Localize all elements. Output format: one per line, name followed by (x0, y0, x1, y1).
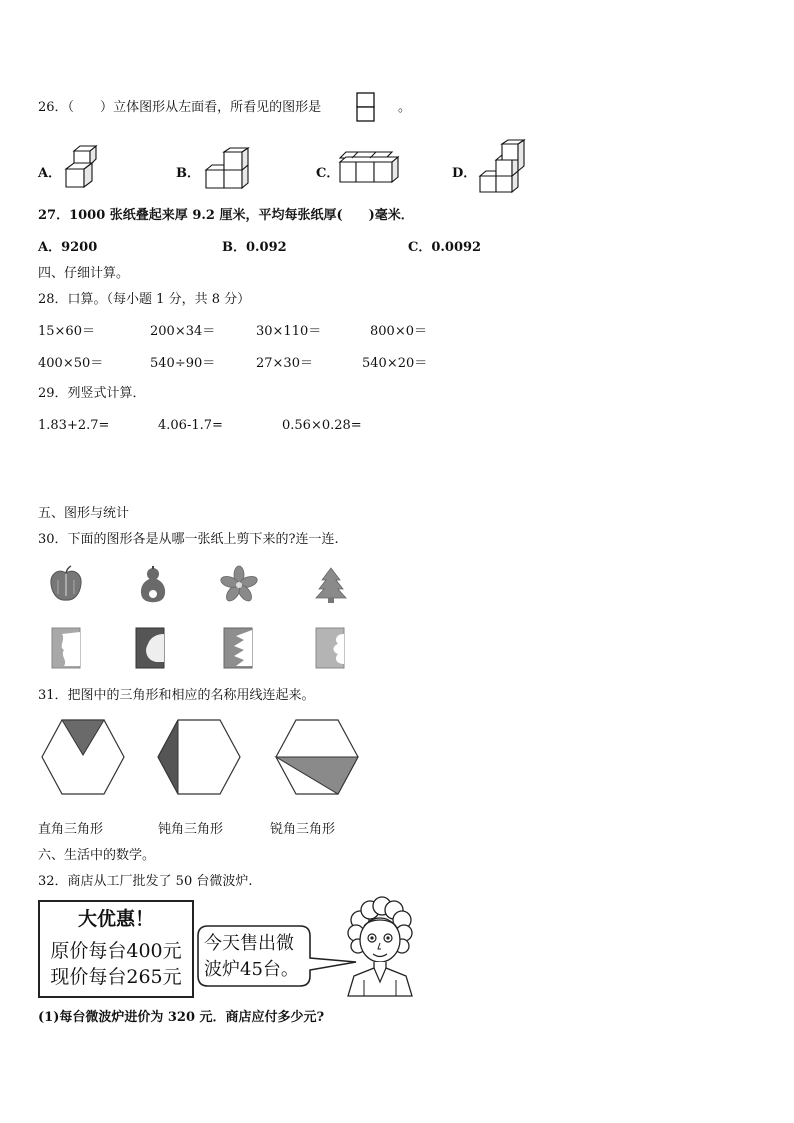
cube-stack-b-icon (204, 148, 252, 192)
q26-text: 立体图形从左面看，所看见的图形是 (113, 100, 322, 115)
sale-original-price: 原价每台400元 (50, 940, 182, 962)
tree-icon[interactable] (314, 566, 348, 604)
paper-cut-2-icon[interactable] (134, 626, 168, 670)
q27-option-c[interactable]: C．0.0092 (408, 240, 482, 255)
hexagon-3-icon[interactable] (272, 718, 362, 798)
q28-item: 540÷90＝ (150, 356, 216, 371)
q28-item: 27×30＝ (256, 356, 313, 371)
teacher-illustration-icon (340, 896, 416, 998)
sale-headline: 大优惠！ (77, 908, 154, 930)
q31-title: 31．把图中的三角形和相应的名称用线连起来。 (38, 688, 315, 703)
cube-stack-a-icon (64, 142, 100, 192)
gourd-icon[interactable] (136, 564, 170, 606)
cube-stack-c-icon (338, 152, 400, 188)
q32-subquestion-1: (1)每台微波炉进价为 320 元．商店应付多少元? (38, 1010, 325, 1025)
q31-label-right-triangle[interactable]: 直角三角形 (38, 822, 104, 837)
q29-item: 1.83+2.7= (38, 418, 110, 433)
q28-item: 30×110＝ (256, 324, 322, 339)
bubble-line-2: 波炉45台。 (204, 959, 299, 980)
section-5-heading: 五、图形与统计 (38, 506, 130, 521)
cube-stack-d-icon (476, 140, 528, 198)
bubble-line-1: 今天售出微 (204, 933, 294, 954)
section-4-heading: 四、仔细计算。 (38, 266, 130, 281)
q29-title: 29．列竖式计算． (38, 386, 146, 401)
q28-item: 540×20＝ (362, 356, 428, 371)
q26-option-c-label[interactable]: C． (316, 166, 340, 181)
sale-sign (38, 900, 194, 998)
q27-question: 27．1000 张纸叠起来厚 9.2 厘米，平均每张纸厚( )毫米． (38, 208, 414, 223)
q29-item: 0.56×0.28= (282, 418, 362, 433)
q26-option-a-label[interactable]: A． (38, 166, 62, 181)
hexagon-1-icon[interactable] (38, 718, 128, 798)
paper-cut-1-icon[interactable] (50, 626, 84, 670)
q28-item: 200×34＝ (150, 324, 216, 339)
q27-option-b[interactable]: B．0.092 (222, 240, 287, 255)
q31-label-acute-triangle[interactable]: 锐角三角形 (270, 822, 336, 837)
apple-icon[interactable] (48, 566, 84, 604)
flower-icon[interactable] (220, 566, 258, 604)
section-6-heading: 六、生活中的数学。 (38, 848, 156, 863)
q28-title: 28．口算。（每小题 1 分，共 8 分） (38, 292, 251, 307)
q30-title: 30．下面的图形各是从哪一张纸上剪下来的?连一连. (38, 532, 339, 547)
q32-title: 32．商店从工厂批发了 50 台微波炉. (38, 874, 253, 889)
q28-item: 400×50＝ (38, 356, 104, 371)
q28-item: 800×0＝ (370, 324, 427, 339)
q28-item: 15×60＝ (38, 324, 95, 339)
left-view-icon (356, 92, 376, 124)
q31-label-obtuse-triangle[interactable]: 钝角三角形 (158, 822, 224, 837)
q27-option-a[interactable]: A．9200 (38, 240, 98, 255)
sale-current-price: 现价每台265元 (50, 966, 182, 988)
q26-option-b-label[interactable]: B． (176, 166, 200, 181)
q26-option-d-label[interactable]: D． (452, 166, 477, 181)
paper-cut-3-icon[interactable] (222, 626, 256, 670)
paper-cut-4-icon[interactable] (314, 626, 348, 670)
q26-line (38, 100, 321, 116)
q26-answer-paren[interactable]: （ ） (67, 100, 114, 115)
q29-item: 4.06-1.7= (158, 418, 223, 433)
q26-number: 26． (38, 100, 68, 115)
q26-end: 。 (398, 100, 412, 115)
hexagon-2-icon[interactable] (154, 718, 244, 798)
